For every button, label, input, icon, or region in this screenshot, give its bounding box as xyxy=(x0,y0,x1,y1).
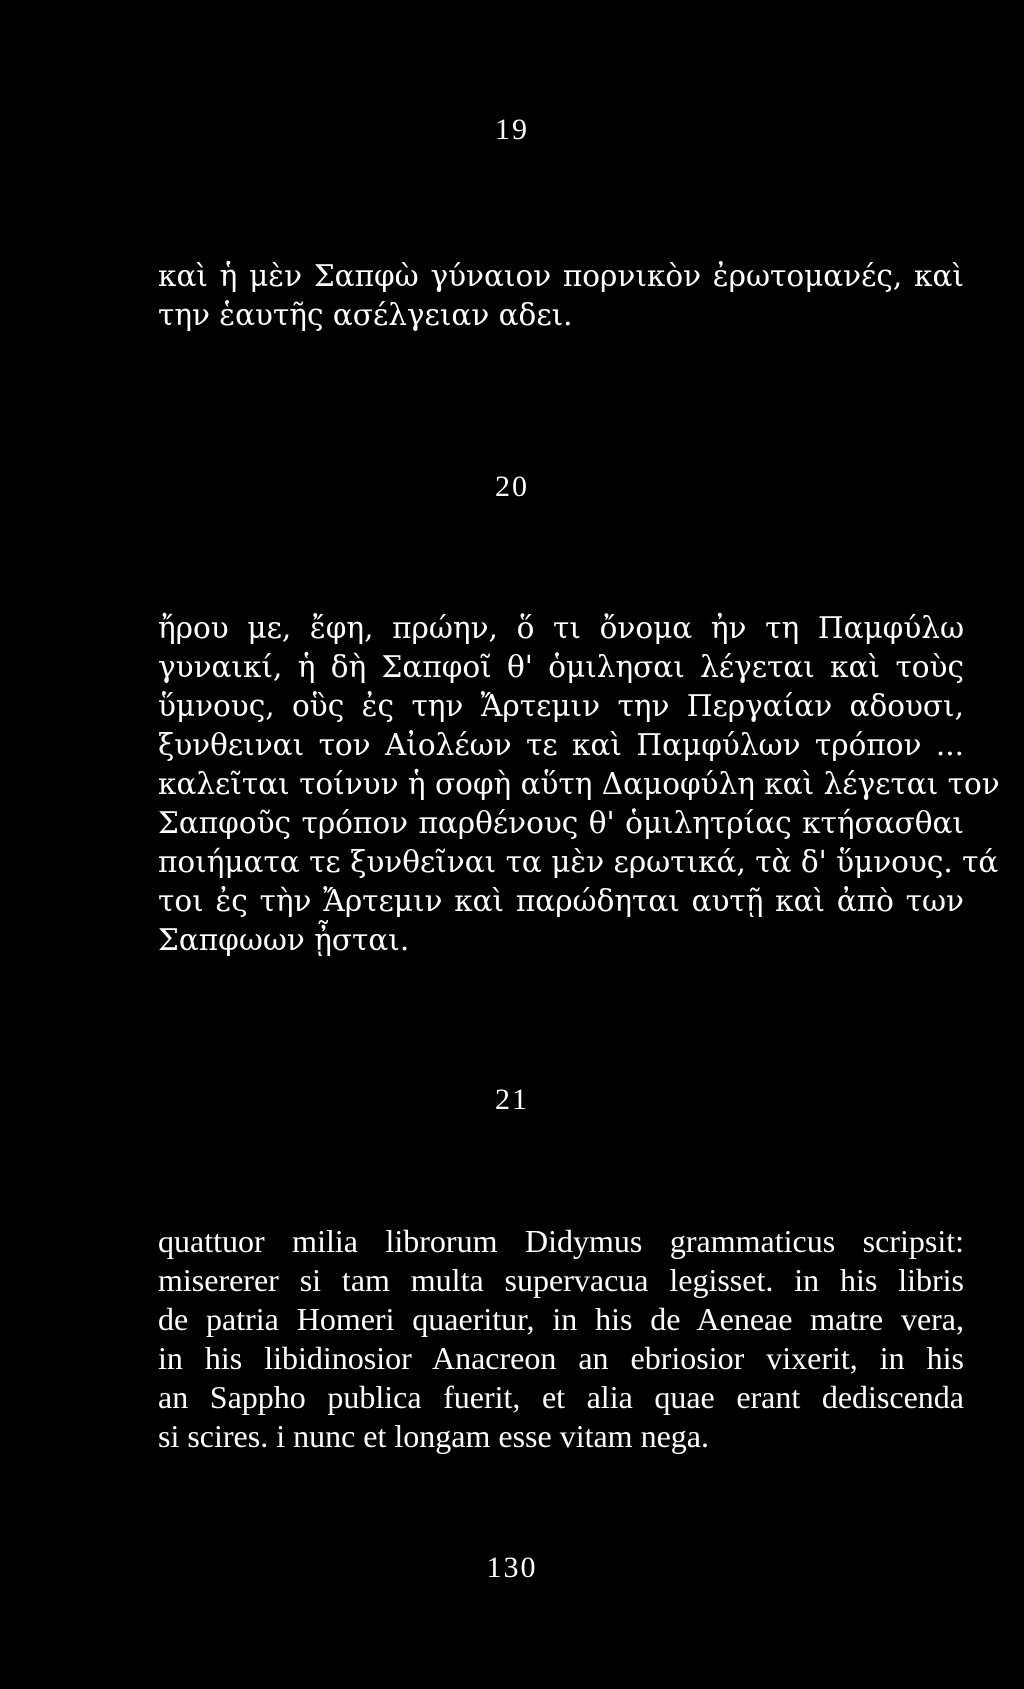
text-line: τοι ἐς τὴν Ἄρτεμιν καὶ παρώδηται αυτῇ καὶ ἀπὸ των xyxy=(158,884,964,918)
text-line: γυναικί, ἡ δὴ Σαπφοῖ θ' ὁμιλησαι λέγεται καὶ τοὺς xyxy=(158,650,964,684)
text-line: Σαπφωων ᾖσται. xyxy=(158,923,410,957)
section-number-21: 21 xyxy=(495,1083,529,1116)
text-line: si scires. i nunc et longam esse vitam nega. xyxy=(158,1418,709,1454)
text-line: an Sappho publica fuerit, et alia quae erant dediscenda xyxy=(158,1379,964,1415)
text-line: de patria Homeri quaeritur, in his de Aeneae matre vera, xyxy=(158,1301,964,1337)
text-line: quattuor milia librorum Didymus grammaticus scripsit: xyxy=(158,1223,964,1259)
text-line: Σαπφοῦς τρόπον παρθένους θ' ὁμιλητρίας κτήσασθαι xyxy=(158,806,964,840)
section-20-text xyxy=(158,609,1000,960)
text-line: ξυνθειναι τον Αἰολέων τε καὶ Παμφύλων τρόπον ... xyxy=(158,728,964,762)
text-line: την ἑαυτῆς ασέλγειαν αδει. xyxy=(158,298,573,332)
section-number-19: 19 xyxy=(495,113,529,146)
text-line: ἤρου με, ἔφη, πρώην, ὅ τι ὄνομα ἠν τη Παμφύλω xyxy=(158,611,964,645)
section-21-text xyxy=(158,1222,964,1456)
text-line: ποιήματα τε ξυνθεῖναι τα μὲν ερωτικά, τὰ δ' ὕμνους. τά xyxy=(158,845,999,879)
section-19-text xyxy=(158,257,964,335)
text-line: misererer si tam multa supervacua legisset. in his libris xyxy=(158,1262,964,1298)
text-line: καὶ ἡ μὲν Σαπφὼ γύναιον πορνικὸν ἐρωτομανές, καὶ xyxy=(158,259,964,293)
text-line: ὕμνους, οὓς ἐς την Ἄρτεμιν την Περγαίαν αδουσι, xyxy=(158,689,964,723)
text-line: in his libidinosior Anacreon an ebriosior vixerit, in his xyxy=(158,1340,964,1376)
text-line: καλεῖται τοίνυν ἡ σοφὴ αὕτη Δαμοφύλη καὶ λέγεται τον xyxy=(158,767,1000,801)
section-number-20: 20 xyxy=(495,470,529,503)
page-number: 130 xyxy=(486,1551,538,1584)
